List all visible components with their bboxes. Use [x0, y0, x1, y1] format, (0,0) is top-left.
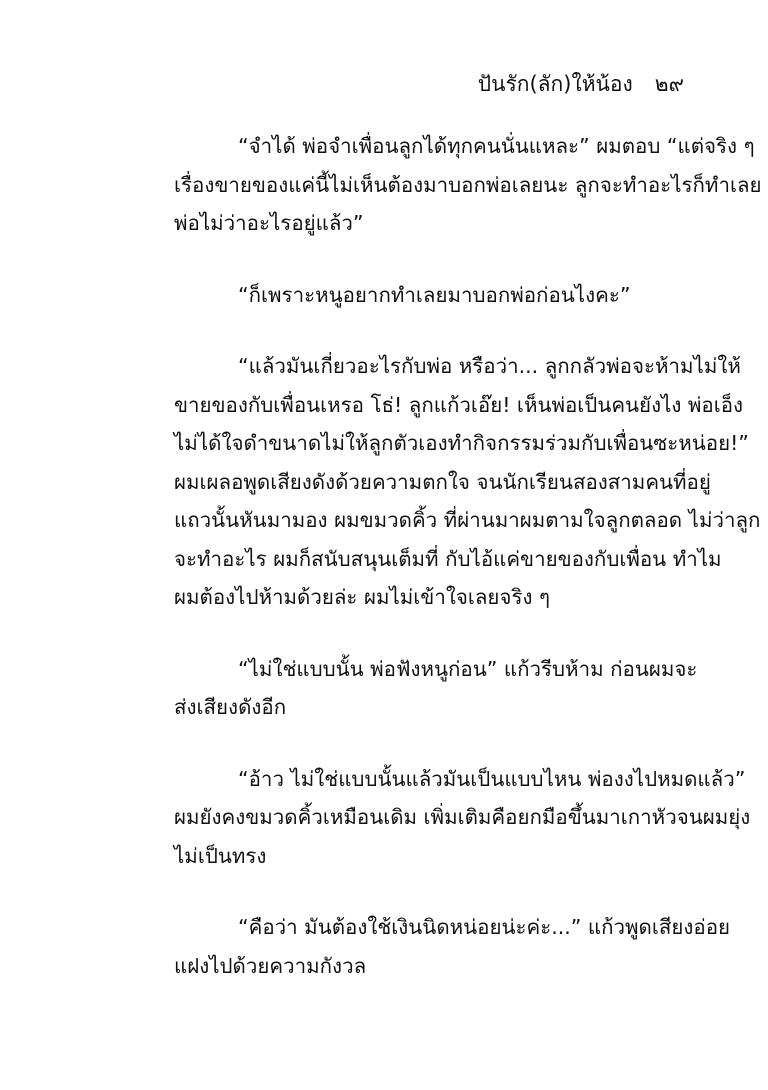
text-line: ไม่ได้ใจดำขนาดไม่ให้ลูกตัวเองทำกิจกรรมร่วมกับเพื่อนซะหน่อย!”: [174, 431, 749, 455]
paragraph-4: [174, 650, 698, 727]
running-header: [478, 74, 684, 95]
text-line: “จำได้ พ่อจำเพื่อนลูกได้ทุกคนนั่นแหละ” ผมตอบ “แต่จริง ๆ: [238, 134, 755, 158]
text-line: จะทำอะไร ผมก็สนับสนุนเต็มที่ กับไอ้แค่ขายของกับเพื่อน ทำไม: [174, 546, 722, 571]
text-line: “คือว่า มันต้องใช้เงินนิดหน่อยน่ะค่ะ...” แก้วพูดเสียงอ่อย: [238, 915, 731, 939]
paragraph-1: [174, 127, 762, 243]
text-line: ผมเผลอพูดเสียงดังด้วยความตกใจ จนนักเรียนสองสามคนที่อยู่: [174, 469, 711, 494]
paragraph-2: [174, 276, 684, 315]
paragraph-3: [174, 347, 761, 617]
paragraph-5: [174, 760, 751, 876]
text-line: “แล้วมันเกี่ยวอะไรกับพ่อ หรือว่า... ลูกกลัวพ่อจะห้ามไม่ให้: [238, 354, 741, 378]
text-line: ผมต้องไปห้ามด้วยล่ะ ผมไม่เข้าใจเลยจริง ๆ: [174, 585, 550, 609]
paragraph-6: [174, 908, 731, 985]
text-line: ไม่เป็นทรง: [174, 843, 267, 868]
text-line: ส่งเสียงดังอีก: [174, 695, 287, 719]
text-line: แถวนั้นหันมามอง ผมขมวดคิ้ว ที่ผ่านมาผมตามใจลูกตลอด ไม่ว่าลูก: [174, 508, 761, 532]
text-line: “ไม่ใช่แบบนั้น พ่อฟังหนูก่อน” แก้วรีบห้าม ก่อนผมจะ: [238, 656, 698, 681]
text-line: “ก็เพราะหนูอยากทำเลยมาบอกพ่อก่อนไงคะ”: [238, 282, 631, 307]
text-line: แฝงไปด้วยความกังวล: [174, 953, 367, 978]
page-number: ๒๙: [654, 72, 684, 96]
book-title: ปันรัก(ลัก)ให้น้อง: [477, 72, 633, 96]
text-line: เรื่องขายของแค่นี้ไม่เห็นต้องมาบอกพ่อเลยนะ ลูกจะทำอะไรก็ทำเลย: [174, 172, 762, 197]
text-line: “อ้าว ไม่ใช่แบบนั้นแล้วมันเป็นแบบไหน พ่องงไปหมดแล้ว”: [238, 766, 746, 791]
text-line: ขายของกับเพื่อนเหรอ โธ่! ลูกแก้วเอ๊ย! เห็นพ่อเป็นคนยังไง พ่อเอ็ง: [174, 392, 744, 417]
text-line: พ่อไม่ว่าอะไรอยู่แล้ว”: [174, 211, 364, 235]
body-text: [174, 127, 762, 985]
text-line: ผมยังคงขมวดคิ้วเหมือนเดิม เพิ่มเติมคือยกมือขึ้นมาเกาหัวจนผมยุ่ง: [174, 805, 751, 829]
